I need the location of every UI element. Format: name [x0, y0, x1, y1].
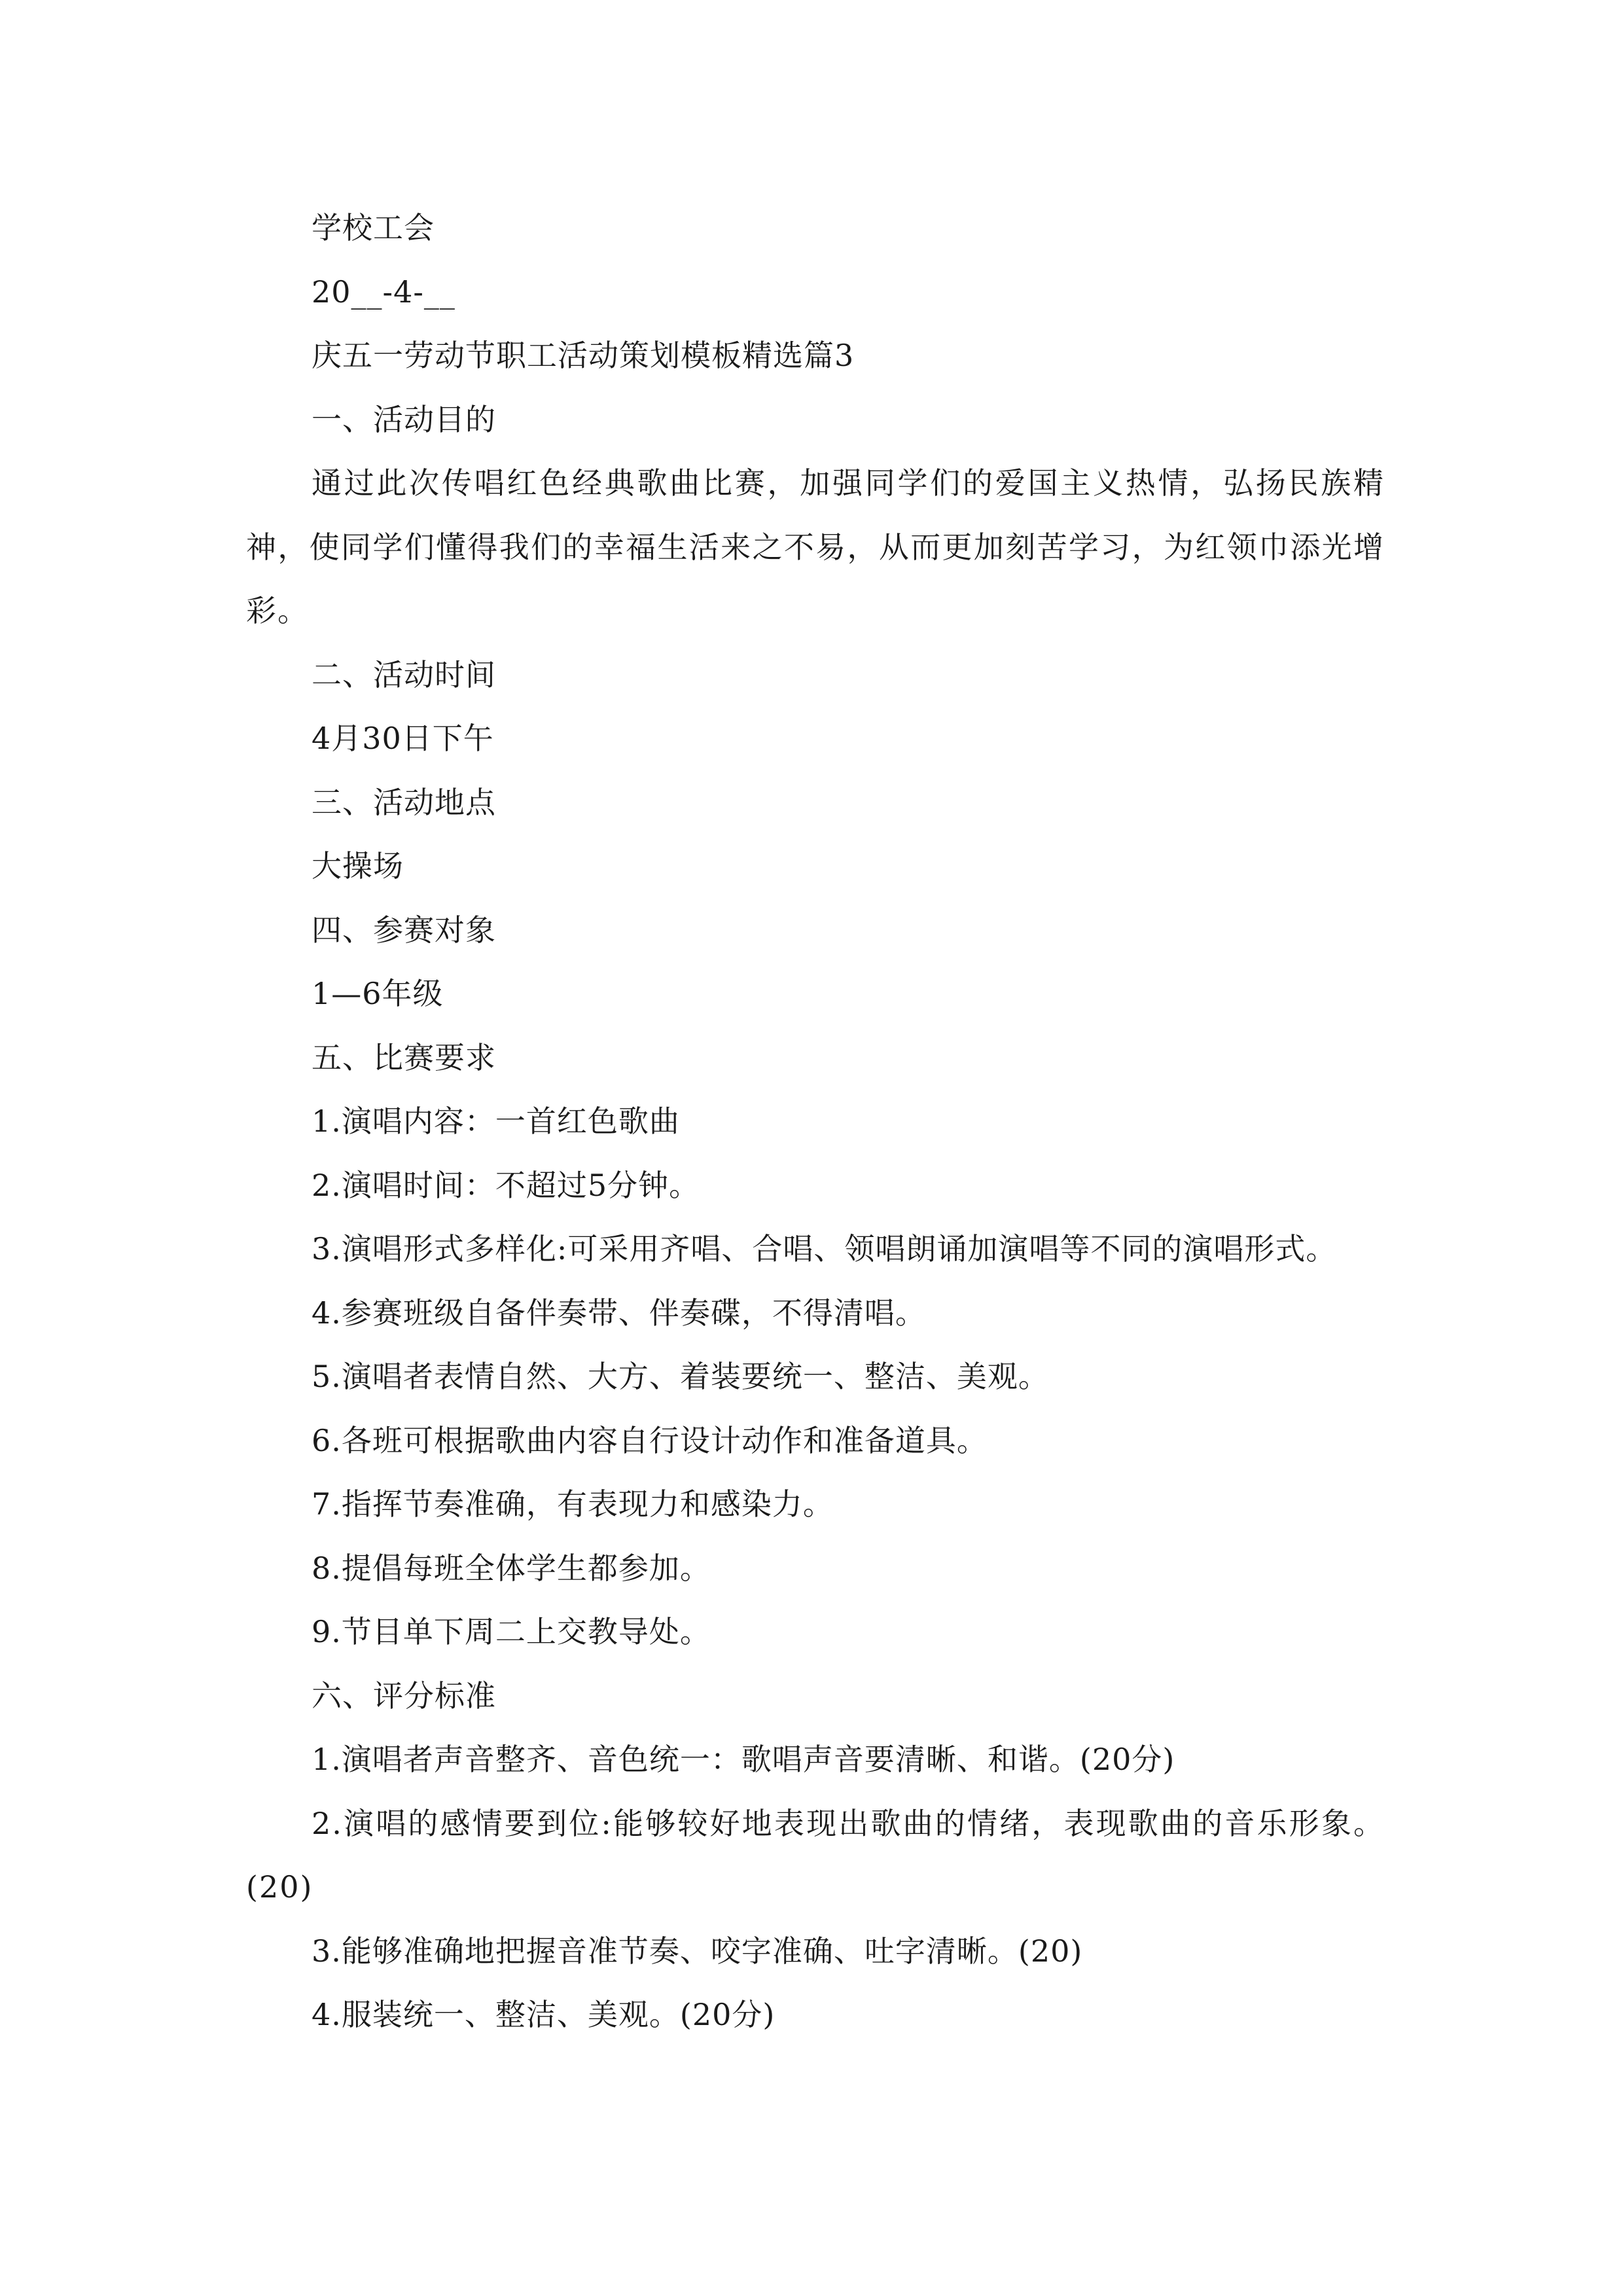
- section-heading-purpose: 一、活动目的: [312, 401, 496, 437]
- list-item: 6.各班可根据歌曲内容自行设计动作和准备道具。: [312, 1422, 988, 1458]
- section-heading-participants: 四、参赛对象: [312, 912, 496, 948]
- list-item: 3.演唱形式多样化:可采用齐唱、合唱、领唱朗诵加演唱等不同的演唱形式。: [312, 1231, 1337, 1266]
- list-item: 5.演唱者表情自然、大方、着装要统一、整洁、美观。: [312, 1359, 1049, 1394]
- participants: 1—6年级: [312, 976, 444, 1011]
- activity-location: 大操场: [312, 848, 404, 884]
- list-item: 4.参赛班级自备伴奏带、伴奏碟，不得清唱。: [312, 1295, 926, 1331]
- list-item: 8.提倡每班全体学生都参加。: [312, 1550, 711, 1586]
- section-heading-location: 三、活动地点: [312, 784, 496, 820]
- list-item: 1.演唱内容：一首红色歌曲: [312, 1103, 680, 1139]
- activity-time: 4月30日下午: [312, 721, 494, 756]
- list-item: 9.节目单下周二上交教导处。: [312, 1614, 711, 1649]
- list-item: 2.演唱的感情要到位:能够较好地表现出歌曲的情绪，表现歌曲的音乐形象。(20): [246, 1805, 1385, 1905]
- issuer-line: 学校工会: [312, 210, 435, 245]
- purpose-paragraph: 通过此次传唱红色经典歌曲比赛，加强同学们的爱国主义热情，弘扬民族精神，使同学们懂得我们的幸福生活来之不易，从而更加刻苦学习，为红领巾添光增彩。: [246, 465, 1385, 628]
- list-item: 4.服装统一、整洁、美观。(20分): [312, 1997, 776, 2032]
- section-heading-requirements: 五、比赛要求: [312, 1039, 496, 1075]
- date-line: 20__-4-__: [312, 274, 455, 310]
- document-title: 庆五一劳动节职工活动策划模板精选篇3: [312, 338, 855, 373]
- document-body: [246, 196, 1385, 2047]
- requirements-list: [246, 1090, 1385, 1664]
- list-item: 1.演唱者声音整齐、音色统一：歌唱声音要清晰、和谐。(20分): [312, 1742, 1175, 1777]
- list-item: 3.能够准确地把握音准节奏、咬字准确、吐字清晰。(20): [312, 1933, 1083, 1969]
- list-item: 2.演唱时间：不超过5分钟。: [312, 1167, 700, 1203]
- section-heading-scoring: 六、评分标准: [312, 1677, 496, 1713]
- section-heading-time: 二、活动时间: [312, 656, 496, 692]
- list-item: 7.指挥节奏准确，有表现力和感染力。: [312, 1486, 834, 1522]
- scoring-list: [246, 1728, 1385, 2047]
